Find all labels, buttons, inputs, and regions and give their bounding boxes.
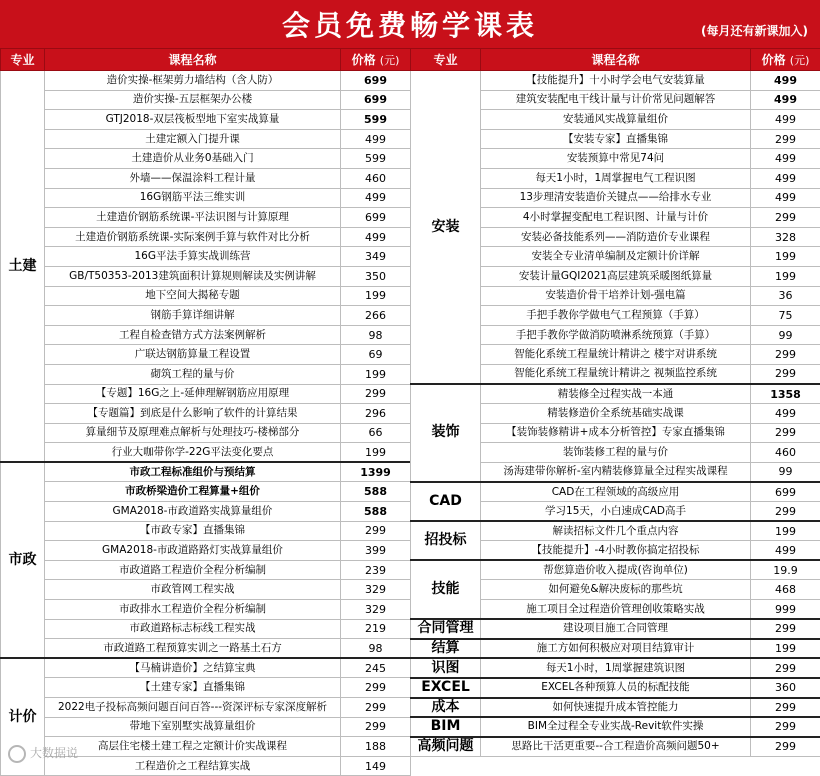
- price-cell: 299: [341, 521, 411, 541]
- price-cell: 599: [341, 149, 411, 169]
- table-row: [1, 90, 411, 110]
- table-row: [1, 266, 411, 286]
- course-name-cell: 每天1小时，1周掌握电气工程识图: [481, 168, 751, 188]
- category-cell: 计价: [1, 658, 45, 776]
- price-cell: 588: [341, 502, 411, 522]
- table-row: [1, 364, 411, 384]
- price-cell: 199: [341, 364, 411, 384]
- price-cell: 36: [751, 286, 820, 306]
- table-row: [1, 404, 411, 424]
- category-cell: CAD: [411, 482, 481, 521]
- table-row: [1, 560, 411, 580]
- course-name-cell: 建设项目施工合同管理: [481, 619, 751, 639]
- price-cell: 460: [341, 168, 411, 188]
- course-name-cell: 安装计量GQI2021高层建筑采暖图纸算量: [481, 266, 751, 286]
- header-course: 课程名称: [481, 49, 751, 71]
- table-row: [411, 71, 820, 91]
- table-row: [1, 423, 411, 443]
- table-row: [1, 678, 411, 698]
- course-name-cell: 广联达钢筋算量工程设置: [45, 345, 341, 365]
- price-cell: 299: [341, 717, 411, 737]
- price-cell: 599: [341, 110, 411, 130]
- course-name-cell: 如何避免&解决废标的那些坑: [481, 580, 751, 600]
- table-row: [1, 462, 411, 482]
- table-row: [1, 619, 411, 639]
- course-name-cell: 2022电子投标高频问题百问百答---资深评标专家深度解析: [45, 698, 341, 718]
- course-name-cell: 市政排水工程造价全程分析编制: [45, 600, 341, 620]
- course-name-cell: 汤海建带你解析-室内精装修算量全过程实战课程: [481, 462, 751, 482]
- price-cell: 66: [341, 423, 411, 443]
- price-cell: 329: [341, 580, 411, 600]
- watermark-text: 大数据说: [30, 746, 78, 760]
- course-name-cell: 学习15天，小白速成CAD高手: [481, 502, 751, 522]
- price-cell: 699: [341, 208, 411, 228]
- price-cell: 299: [341, 698, 411, 718]
- price-cell: 299: [341, 678, 411, 698]
- table-header-row: [1, 49, 411, 71]
- price-cell: 99: [751, 325, 820, 345]
- table-row: [411, 639, 820, 659]
- table-row: [411, 678, 820, 698]
- course-name-cell: 手把手教你学做电气工程预算（手算）: [481, 306, 751, 326]
- category-cell: 技能: [411, 560, 481, 619]
- course-name-cell: GMA2018-市政道路实战算量组价: [45, 502, 341, 522]
- course-name-cell: 工程造价之工程结算实战: [45, 756, 341, 776]
- course-name-cell: 土建定额入门提升课: [45, 129, 341, 149]
- course-name-cell: 安装造价骨干培养计划-强电篇: [481, 286, 751, 306]
- price-cell: 199: [751, 521, 820, 541]
- price-cell: 699: [341, 90, 411, 110]
- table-row: [1, 286, 411, 306]
- price-cell: 699: [751, 482, 820, 502]
- price-cell: 199: [751, 266, 820, 286]
- price-cell: 19.9: [751, 560, 820, 580]
- header-price-label: 价格: [352, 53, 376, 67]
- category-cell: 结算: [411, 639, 481, 659]
- course-name-cell: 钢筋手算详细讲解: [45, 306, 341, 326]
- course-name-cell: 建筑安装配电干线计量与计价常见问题解答: [481, 90, 751, 110]
- table-row: [1, 658, 411, 678]
- table-row: [1, 600, 411, 620]
- price-cell: 299: [751, 345, 820, 365]
- price-cell: 199: [751, 247, 820, 267]
- table-row: [1, 541, 411, 561]
- price-cell: 299: [751, 619, 820, 639]
- course-name-cell: 【专题】16G之上-延伸理解钢筋应用原理: [45, 384, 341, 404]
- price-cell: 499: [341, 227, 411, 247]
- table-row: [411, 737, 820, 757]
- table-row: [1, 482, 411, 502]
- table-row: [1, 521, 411, 541]
- course-name-cell: 智能化系统工程量统计精讲之 楼宇对讲系统: [481, 345, 751, 365]
- course-name-cell: 【市政专家】直播集锦: [45, 521, 341, 541]
- table-row: [1, 306, 411, 326]
- price-cell: 299: [751, 129, 820, 149]
- course-name-cell: 土建造价从业务0基础入门: [45, 149, 341, 169]
- course-name-cell: EXCEL各种预算人员的标配技能: [481, 678, 751, 698]
- header-price-unit: (元): [380, 54, 400, 67]
- course-name-cell: 砌筑工程的量与价: [45, 364, 341, 384]
- table-row: [1, 639, 411, 659]
- course-name-cell: 每天1小时，1周掌握建筑识图: [481, 658, 751, 678]
- price-cell: 75: [751, 306, 820, 326]
- price-cell: 199: [341, 443, 411, 463]
- price-cell: 299: [751, 502, 820, 522]
- price-cell: 499: [751, 188, 820, 208]
- price-cell: 98: [341, 325, 411, 345]
- course-name-cell: 【马楠讲造价】之结算宝典: [45, 658, 341, 678]
- price-cell: 296: [341, 404, 411, 424]
- table-row: [1, 443, 411, 463]
- course-name-cell: CAD在工程领域的高级应用: [481, 482, 751, 502]
- course-name-cell: 安装必备技能系列——消防造价专业课程: [481, 227, 751, 247]
- price-cell: 188: [341, 737, 411, 757]
- price-cell: 219: [341, 619, 411, 639]
- header-price-label: 价格: [762, 53, 786, 67]
- table-row: [1, 698, 411, 718]
- table-row: [411, 384, 820, 404]
- price-cell: 299: [751, 737, 820, 757]
- course-name-cell: 带地下室别墅实战算量组价: [45, 717, 341, 737]
- price-cell: 1399: [341, 462, 411, 482]
- course-name-cell: 16G钢筋平法三维实训: [45, 188, 341, 208]
- price-cell: 999: [751, 600, 820, 620]
- price-cell: 239: [341, 560, 411, 580]
- header-price: [341, 49, 411, 71]
- course-name-cell: 土建造价钢筋系统课-平法识图与计算原理: [45, 208, 341, 228]
- header-price-unit: (元): [790, 54, 810, 67]
- course-name-cell: 行业大咖带你学-22G平法变化要点: [45, 443, 341, 463]
- price-cell: 499: [751, 71, 820, 91]
- price-cell: 499: [751, 149, 820, 169]
- course-name-cell: 智能化系统工程量统计精讲之 视频监控系统: [481, 364, 751, 384]
- table-row: [1, 247, 411, 267]
- price-cell: 350: [341, 266, 411, 286]
- course-name-cell: 如何快速提升成本管控能力: [481, 698, 751, 718]
- table-row: [1, 384, 411, 404]
- header-category: 专业: [1, 49, 45, 71]
- course-name-cell: 造价实操-五层框架办公楼: [45, 90, 341, 110]
- table-row: [411, 560, 820, 580]
- price-cell: 299: [751, 698, 820, 718]
- category-cell: 合同管理: [411, 619, 481, 639]
- course-name-cell: GTJ2018-双层筏板型地下室实战算量: [45, 110, 341, 130]
- table-row: [411, 521, 820, 541]
- table-row: [411, 717, 820, 737]
- price-cell: 299: [341, 384, 411, 404]
- course-name-cell: 工程自检查错方式方法案例解析: [45, 325, 341, 345]
- price-cell: 245: [341, 658, 411, 678]
- table-row: [1, 717, 411, 737]
- course-name-cell: GB/T50353-2013建筑面积计算规则解读及实例讲解: [45, 266, 341, 286]
- course-table-right: [410, 48, 820, 757]
- table-row: [1, 71, 411, 91]
- course-name-cell: 13步理清安装造价关键点——给排水专业: [481, 188, 751, 208]
- table-row: [411, 698, 820, 718]
- course-table-left: [0, 48, 411, 776]
- category-cell: 装饰: [411, 384, 481, 482]
- course-name-cell: 解读招标文件几个重点内容: [481, 521, 751, 541]
- page-subtitle: (每月还有新课加入): [701, 22, 808, 39]
- price-cell: 199: [341, 286, 411, 306]
- table-row: [1, 129, 411, 149]
- price-cell: 499: [751, 168, 820, 188]
- watermark: [8, 744, 78, 763]
- course-name-cell: 高层住宅楼土建工程之定额计价实战课程: [45, 737, 341, 757]
- table-header-row: [411, 49, 820, 71]
- course-name-cell: 市政工程标准组价与预结算: [45, 462, 341, 482]
- course-name-cell: 装饰装修工程的量与价: [481, 443, 751, 463]
- price-cell: 299: [751, 717, 820, 737]
- table-row: [411, 619, 820, 639]
- course-name-cell: 施工方如何积极应对项目结算审计: [481, 639, 751, 659]
- table-row: [1, 227, 411, 247]
- course-name-cell: 【技能提升】-4小时教你搞定招投标: [481, 541, 751, 561]
- category-cell: 安装: [411, 71, 481, 385]
- category-cell: 识图: [411, 658, 481, 678]
- price-cell: 266: [341, 306, 411, 326]
- course-name-cell: 4小时掌握变配电工程识图、计量与计价: [481, 208, 751, 228]
- table-row: [1, 149, 411, 169]
- course-name-cell: 市政道路工程预算实训之一路基土石方: [45, 639, 341, 659]
- price-cell: 499: [751, 404, 820, 424]
- course-name-cell: 算量细节及原理难点解析与处理技巧-楼梯部分: [45, 423, 341, 443]
- course-name-cell: BIM全过程全专业实战-Revit软件实操: [481, 717, 751, 737]
- table-row: [1, 502, 411, 522]
- header-course: 课程名称: [45, 49, 341, 71]
- table-row: [1, 188, 411, 208]
- price-cell: 460: [751, 443, 820, 463]
- course-name-cell: 市政桥梁造价工程算量+组价: [45, 482, 341, 502]
- price-cell: 98: [341, 639, 411, 659]
- price-cell: 149: [341, 756, 411, 776]
- category-cell: BIM: [411, 717, 481, 737]
- header-category: 专业: [411, 49, 481, 71]
- price-cell: 299: [751, 208, 820, 228]
- table-row: [411, 482, 820, 502]
- price-cell: 468: [751, 580, 820, 600]
- category-cell: EXCEL: [411, 678, 481, 698]
- table-row: [1, 110, 411, 130]
- table-row: [411, 658, 820, 678]
- header-price: [751, 49, 820, 71]
- table-row: [1, 580, 411, 600]
- price-cell: 199: [751, 639, 820, 659]
- course-name-cell: 思路比干活更重要--合工程造价高频问题50+: [481, 737, 751, 757]
- course-name-cell: 安装全专业清单编制及定额计价详解: [481, 247, 751, 267]
- watermark-logo-icon: [8, 745, 26, 763]
- price-cell: 299: [751, 364, 820, 384]
- category-cell: 市政: [1, 462, 45, 658]
- course-name-cell: 市政道路标志标线工程实战: [45, 619, 341, 639]
- header-banner: [0, 0, 820, 48]
- price-cell: 299: [751, 423, 820, 443]
- course-name-cell: GMA2018-市政道路路灯实战算量组价: [45, 541, 341, 561]
- course-name-cell: 【技能提升】十小时学会电气安装算量: [481, 71, 751, 91]
- price-cell: 399: [341, 541, 411, 561]
- category-cell: 高频问题: [411, 737, 481, 757]
- course-name-cell: 市政道路工程造价全程分析编制: [45, 560, 341, 580]
- course-name-cell: 施工项目全过程造价管理创收策略实战: [481, 600, 751, 620]
- price-cell: 499: [751, 110, 820, 130]
- price-cell: 349: [341, 247, 411, 267]
- course-name-cell: 安装预算中常见74问: [481, 149, 751, 169]
- category-cell: 成本: [411, 698, 481, 718]
- price-cell: 499: [341, 188, 411, 208]
- price-cell: 588: [341, 482, 411, 502]
- price-cell: 1358: [751, 384, 820, 404]
- page-title: 会员免费畅学课表: [0, 4, 820, 44]
- course-name-cell: 【专题篇】到底是什么影响了软件的计算结果: [45, 404, 341, 424]
- price-cell: 328: [751, 227, 820, 247]
- course-name-cell: 帮您算造价收入提成(咨询单位): [481, 560, 751, 580]
- table-row: [1, 168, 411, 188]
- price-cell: 299: [751, 658, 820, 678]
- table-row: [1, 208, 411, 228]
- course-name-cell: 16G平法手算实战训练营: [45, 247, 341, 267]
- price-cell: 499: [341, 129, 411, 149]
- course-name-cell: 【安装专家】直播集锦: [481, 129, 751, 149]
- table-row: [1, 345, 411, 365]
- course-name-cell: 【装饰装修精讲+成本分析管控】专家直播集锦: [481, 423, 751, 443]
- price-cell: 360: [751, 678, 820, 698]
- category-cell: 土建: [1, 71, 45, 463]
- price-cell: 99: [751, 462, 820, 482]
- course-name-cell: 外墙——保温涂料工程计量: [45, 168, 341, 188]
- course-name-cell: 市政管网工程实战: [45, 580, 341, 600]
- price-cell: 329: [341, 600, 411, 620]
- course-name-cell: 精装修造价全系统基础实战课: [481, 404, 751, 424]
- course-name-cell: 土建造价钢筋系统课-实际案例手算与软件对比分析: [45, 227, 341, 247]
- course-name-cell: 造价实操-框架剪力墙结构（含人防）: [45, 71, 341, 91]
- table-row: [1, 325, 411, 345]
- course-name-cell: 地下空间大揭秘专题: [45, 286, 341, 306]
- price-cell: 699: [341, 71, 411, 91]
- course-name-cell: 手把手教你学做消防喷淋系统预算（手算）: [481, 325, 751, 345]
- course-name-cell: 精装修全过程实战一本通: [481, 384, 751, 404]
- price-cell: 499: [751, 90, 820, 110]
- category-cell: 招投标: [411, 521, 481, 560]
- course-name-cell: 安装通风实战算量组价: [481, 110, 751, 130]
- price-cell: 499: [751, 541, 820, 561]
- course-name-cell: 【土建专家】直播集锦: [45, 678, 341, 698]
- price-cell: 69: [341, 345, 411, 365]
